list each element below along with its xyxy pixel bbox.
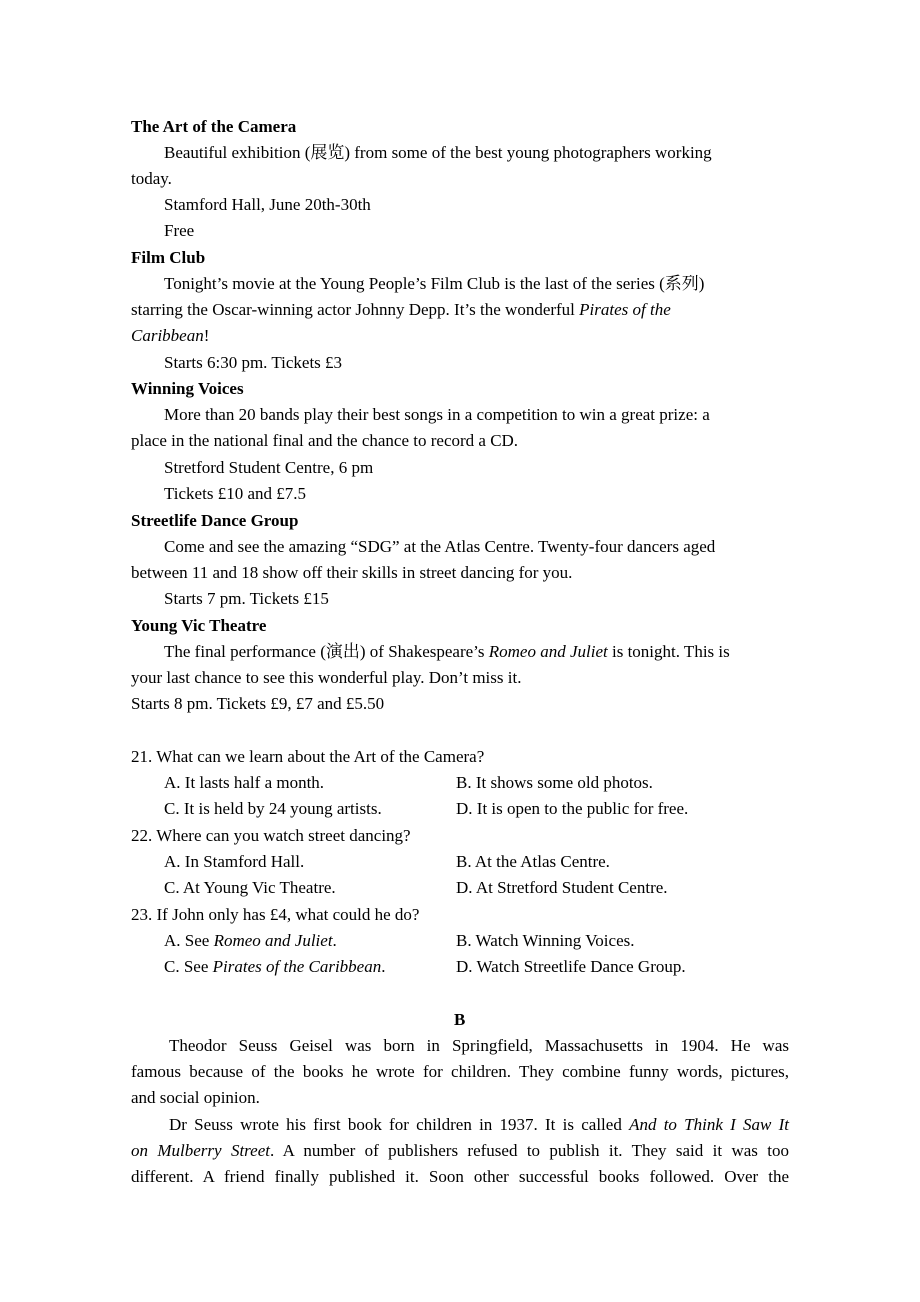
option-c: C. See Pirates of the Caribbean.: [164, 957, 386, 976]
section-heading: B: [454, 1010, 466, 1029]
question-stem: 21. What can we learn about the Art of the Camera?: [131, 747, 485, 766]
item-description: More than 20 bands play their best songs in a competition to win a great prize: a: [164, 405, 710, 424]
book-title: on Mulberry Street: [131, 1141, 270, 1160]
option-a: A. In Stamford Hall.: [164, 852, 305, 871]
item-description: between 11 and 18 show off their skills in street dancing for you.: [131, 563, 573, 582]
paragraph-line: Theodor Seuss Geisel was born in Springfield, Massachusetts in 1904. He was: [169, 1036, 789, 1055]
question-stem: 23. If John only has £4, what could he do?: [131, 905, 420, 924]
item-info: Starts 6:30 pm. Tickets £3: [164, 353, 343, 372]
item-title: Young Vic Theatre: [131, 616, 267, 635]
paragraph-line: and social opinion.: [131, 1088, 260, 1107]
item-description: your last chance to see this wonderful play. Don’t miss it.: [131, 668, 522, 687]
option-a: A. It lasts half a month.: [164, 773, 325, 792]
item-title: The Art of the Camera: [131, 117, 297, 136]
option-d: D. It is open to the public for free.: [456, 799, 689, 818]
item-title: Streetlife Dance Group: [131, 511, 299, 530]
paragraph-line: on Mulberry Street. A number of publishers refused to publish it. They said it was too: [131, 1141, 789, 1160]
book-title: And to Think I Saw It: [629, 1115, 789, 1134]
option-d: D. At Stretford Student Centre.: [456, 878, 668, 897]
movie-title: Caribbean: [131, 326, 204, 345]
item-info: Starts 7 pm. Tickets £15: [164, 589, 329, 608]
item-info: Starts 8 pm. Tickets £9, £7 and £5.50: [131, 694, 385, 713]
option-d: D. Watch Streetlife Dance Group.: [456, 957, 686, 976]
item-description: Tonight’s movie at the Young People’s Film Club is the last of the series (系列): [164, 274, 705, 293]
item-description: Caribbean!: [131, 326, 210, 345]
item-description: starring the Oscar-winning actor Johnny Depp. It’s the wonderful Pirates of the: [131, 300, 671, 319]
question-stem: 22. Where can you watch street dancing?: [131, 826, 411, 845]
option-c: C. It is held by 24 young artists.: [164, 799, 382, 818]
paragraph-line: famous because of the books he wrote for children. They combine funny words, pictures,: [131, 1062, 789, 1081]
item-description: today.: [131, 169, 172, 188]
item-description: Come and see the amazing “SDG” at the Atlas Centre. Twenty-four dancers aged: [164, 537, 716, 556]
option-c: C. At Young Vic Theatre.: [164, 878, 336, 897]
movie-title: Pirates of the: [579, 300, 671, 319]
paragraph-line: Dr Seuss wrote his first book for children in 1937. It is called And to Think I Saw It: [169, 1115, 789, 1134]
item-title: Winning Voices: [131, 379, 244, 398]
item-info: Stretford Student Centre, 6 pm: [164, 458, 374, 477]
item-description: The final performance (演出) of Shakespeare’s Romeo and Juliet is tonight. This is: [164, 642, 730, 661]
option-b: B. At the Atlas Centre.: [456, 852, 610, 871]
item-info: Tickets £10 and £7.5: [164, 484, 306, 503]
item-title: Film Club: [131, 248, 206, 267]
option-a: A. See Romeo and Juliet.: [164, 931, 337, 950]
option-b: B. Watch Winning Voices.: [456, 931, 635, 950]
play-title: Romeo and Juliet: [488, 642, 608, 661]
option-b: B. It shows some old photos.: [456, 773, 653, 792]
item-description: Beautiful exhibition (展览) from some of the best young photographers working: [164, 143, 712, 162]
item-info: Stamford Hall, June 20th-30th: [164, 195, 371, 214]
paragraph-line: different. A friend finally published it. Soon other successful books followed. Over the: [131, 1167, 789, 1186]
item-description: place in the national final and the chance to record a CD.: [131, 431, 519, 450]
item-info: Free: [164, 221, 195, 240]
